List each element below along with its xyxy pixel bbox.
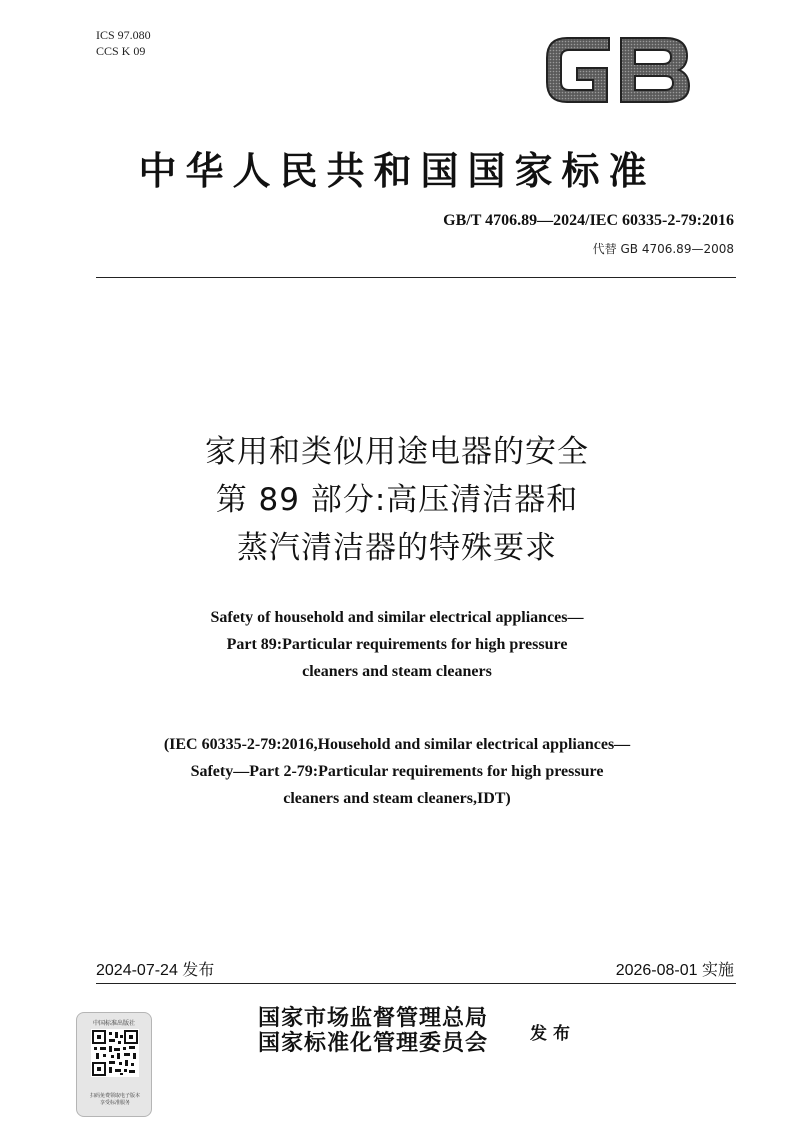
qr-caption-line-2: 享受标准服务 xyxy=(99,1100,130,1106)
logo-letter-b xyxy=(621,38,689,102)
iec-reference-line-3: cleaners and steam cleaners,IDT) xyxy=(283,790,511,807)
iec-reference-line-2: Safety—Part 2-79:Particular requirements for high pressure xyxy=(190,763,604,780)
english-title xyxy=(0,604,794,685)
english-title-line-3: cleaners and steam cleaners xyxy=(302,663,492,680)
chinese-title-line-3: 蒸汽清洁器的特殊要求 xyxy=(237,530,557,566)
footer-divider xyxy=(96,983,736,984)
issuing-authorities xyxy=(258,1006,488,1056)
national-standard-title: 中华人民共和国国家标准 xyxy=(138,148,656,193)
chinese-title-line-1: 家用和类似用途电器的安全 xyxy=(205,434,589,470)
qr-badge-caption xyxy=(80,1093,150,1107)
publish-label: 发布 xyxy=(530,1024,576,1044)
classification-codes xyxy=(96,27,151,59)
issuer-sac: 国家标准化管理委员会 xyxy=(258,1030,489,1056)
ccs-code: CCS K 09 xyxy=(96,44,146,58)
chinese-title-line-2: 第 89 部分:高压清洁器和 xyxy=(215,482,579,518)
iec-reference-line-1: (IEC 60335-2-79:2016,Household and similar electrical appliances— xyxy=(163,736,631,753)
implementation-date: 2026-08-01 实施 xyxy=(615,962,734,979)
issuer-samr: 国家市场监督管理总局 xyxy=(258,1005,489,1031)
issue-date: 2024-07-24 发布 xyxy=(96,962,215,979)
qr-code-icon xyxy=(91,1029,139,1077)
gb-logo xyxy=(537,28,697,112)
chinese-title xyxy=(0,428,794,572)
qr-code-badge[interactable] xyxy=(76,1012,152,1117)
header-divider xyxy=(96,277,736,278)
iec-reference xyxy=(0,731,794,812)
qr-badge-title: 中国标准出版社 xyxy=(92,1020,135,1027)
ics-code: ICS 97.080 xyxy=(96,28,151,42)
logo-letter-g xyxy=(547,38,609,102)
standard-number: GB/T 4706.89—2024/IEC 60335-2-79:2016 xyxy=(443,212,734,229)
english-title-line-1: Safety of household and similar electrical appliances— xyxy=(210,609,584,626)
replaces-standard: 代替 GB 4706.89—2008 xyxy=(592,242,734,256)
english-title-line-2: Part 89:Particular requirements for high pressure xyxy=(226,636,568,653)
qr-caption-line-1: 扫码免费领取电子版本 xyxy=(89,1093,140,1099)
